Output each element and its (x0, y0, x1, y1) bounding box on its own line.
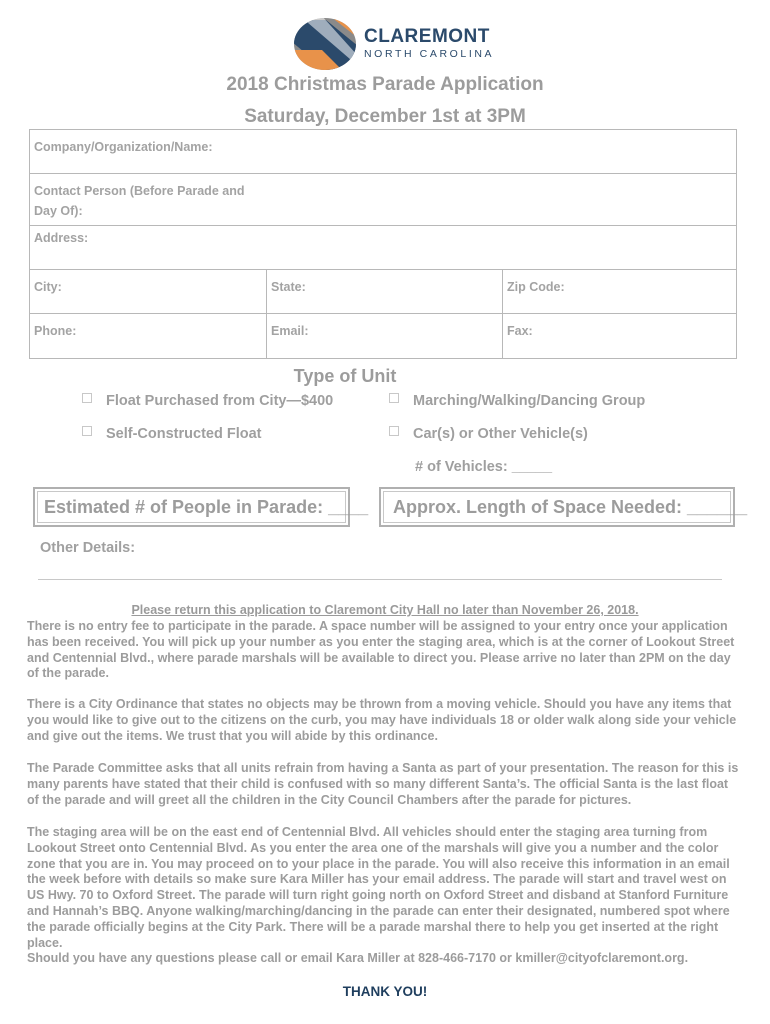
checkbox-icon[interactable] (389, 393, 399, 403)
page-title: 2018 Christmas Parade Application (226, 74, 544, 95)
option-float-purchased[interactable] (82, 393, 333, 409)
option-label: Marching/Walking/Dancing Group (413, 393, 646, 409)
people-estimate-label: Estimated # of People in Parade: ____ (44, 497, 369, 517)
paragraph-staging-area: The staging area will be on the east end of Centennial Blvd. All vehicles should enter the staging area turning from Lookout Street onto Centennial Blvd. As you enter the area one of the marshals will give you a number and the color zone that you are in. You may proceed on to your place in the parade. You will also receive this information in an email the week before with details so make sure Kara Miller has your email address. The parade will start and travel west on US Hwy. 70 to Oxford Street. The parade will turn right going north on Oxford Street and disband at Stanford Furniture and Hannah’s BBQ. Anyone walking/marching/dancing in the parade can enter their designated, numbered spot where the parade officially begins at the City Park. There will be a parade marshal there to help you get inserted at the right place. (27, 825, 730, 950)
company-field[interactable] (30, 130, 736, 173)
company-label: Company/Organization/Name: (34, 140, 213, 154)
option-marching-group[interactable] (389, 393, 645, 409)
thank-you: THANK YOU! (342, 984, 428, 999)
type-of-unit-heading: Type of Unit (293, 366, 397, 386)
space-length-label: Approx. Length of Space Needed: ______ (393, 497, 748, 517)
logo-tagline: NORTH CAROLINA (364, 48, 495, 60)
space-length-box[interactable] (379, 487, 748, 527)
state-field[interactable] (266, 270, 502, 313)
paragraph-ordinance: There is a City Ordinance that states no objects may be thrown from a moving vehicle. Should you have any items that you would like to give out to the citizens on the curb, you may have individuals 18 or older walk along side your vehicle and give out the items. We trust that you will abide by this ordinance. (27, 697, 737, 743)
form-row-company (30, 130, 736, 174)
logo-name: CLAREMONT (364, 26, 490, 47)
address-field[interactable] (30, 226, 736, 269)
application-form (29, 129, 737, 359)
email-label: Email: (271, 324, 309, 338)
contact-label: Contact Person (Before Parade and Day Of): (34, 184, 245, 218)
option-cars-vehicles[interactable] (389, 426, 588, 442)
zip-field[interactable] (502, 270, 736, 313)
contact-field[interactable] (30, 174, 270, 225)
form-row-contact (30, 174, 736, 226)
form-row-address (30, 226, 736, 270)
paragraph-entry-fee: There is no entry fee to participate in the parade. A space number will be assigned to your entry once your application has been received. You will pick up your number as you enter the staging area, which is at the corner of Lookout Street and Centennial Blvd., where parade marshals will be available to direct you. Please arrive no later than 2PM on the day of the parade. (27, 619, 735, 681)
option-label: Car(s) or Other Vehicle(s) (413, 426, 588, 442)
checkbox-icon[interactable] (82, 393, 92, 403)
fax-label: Fax: (507, 324, 533, 338)
zip-label: Zip Code: (507, 280, 565, 294)
option-label: Self-Constructed Float (106, 426, 262, 442)
form-row-city (30, 270, 736, 314)
checkbox-icon[interactable] (389, 426, 399, 436)
city-field[interactable] (30, 270, 266, 313)
city-label: City: (34, 280, 62, 294)
state-label: State: (271, 280, 306, 294)
form-row-phone (30, 314, 736, 358)
phone-label: Phone: (34, 324, 77, 338)
vehicle-count-field[interactable]: # of Vehicles: _____ (415, 459, 553, 475)
claremont-logo-icon (292, 16, 358, 72)
fax-field[interactable] (502, 314, 736, 358)
checkbox-icon[interactable] (82, 426, 92, 436)
page-subtitle: Saturday, December 1st at 3PM (244, 106, 526, 127)
phone-field[interactable] (30, 314, 266, 358)
return-notice: Please return this application to Claremont City Hall no later than November 26, 2018. (131, 603, 639, 617)
people-estimate-box[interactable] (33, 487, 369, 527)
paragraph-santa: The Parade Committee asks that all units refrain from having a Santa as part of your presentation. The reason for this is many parents have stated that their child is confused with so many different Santa’s. The official Santa is the last float of the parade and will greet all the children in the City Council Chambers after the parade for pictures. (27, 761, 739, 807)
paragraph-contact: Should you have any questions please call or email Kara Miller at 828-466-7170 or kmiller@cityofclaremont.org. (27, 951, 689, 965)
other-details-line[interactable] (38, 579, 722, 580)
option-self-constructed-float[interactable] (82, 426, 261, 442)
other-details-label: Other Details: (40, 540, 136, 556)
email-field[interactable] (266, 314, 502, 358)
address-label: Address: (34, 231, 89, 245)
option-label: Float Purchased from City—$400 (106, 393, 334, 409)
